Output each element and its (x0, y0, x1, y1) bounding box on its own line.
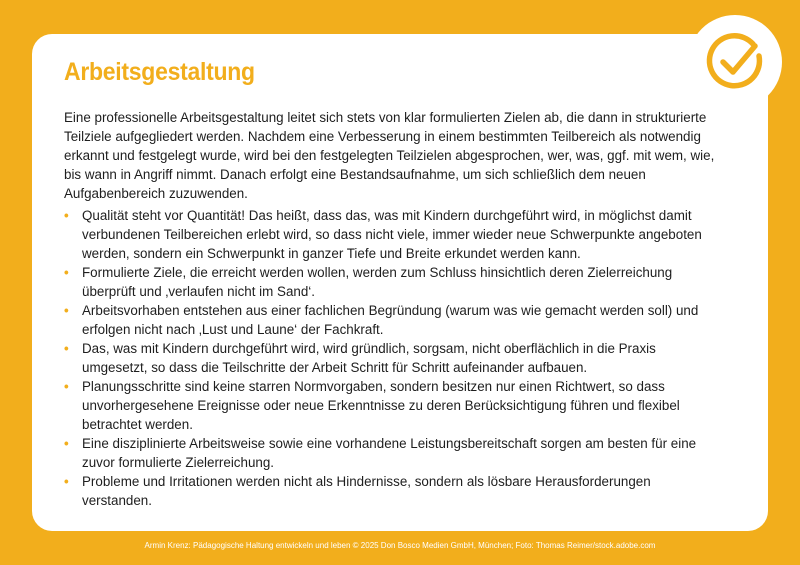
list-item-text: Planungsschritte sind keine starren Normvorgaben, sondern besitzen nur einen Richtwert, so dass unvorhergesehene Ereignisse oder neue Erkenntnisse zu deren Berücksichtigung führen und flexibel betrachtet werden. (82, 379, 680, 432)
bullet-dot: • (64, 265, 69, 280)
bullet-dot: • (64, 474, 69, 489)
list-item (64, 263, 724, 301)
footer-credit: Armin Krenz: Pädagogische Haltung entwickeln und leben © 2025 Don Bosco Medien GmbH, München; Foto: Thomas Reimer/stock.adobe.com (144, 541, 656, 550)
bullet-dot: • (64, 436, 69, 451)
list-item (64, 339, 724, 377)
bullet-dot: • (64, 303, 69, 318)
list-item (64, 301, 724, 339)
list-item (64, 377, 724, 434)
check-badge (688, 15, 782, 109)
list-item (64, 472, 724, 510)
bullet-list (64, 206, 724, 510)
list-item-text: Arbeitsvorhaben entstehen aus einer fachlichen Begründung (warum was wie gemacht werden soll) und erfolgen nicht nach ‚Lust und Laune‘ der Fachkraft. (82, 303, 699, 337)
list-item-text: Probleme und Irritationen werden nicht als Hindernisse, sondern als lösbare Herausforderungen verstanden. (82, 474, 651, 508)
bullet-dot: • (64, 208, 69, 223)
bullet-dot: • (64, 379, 69, 394)
bullet-dot: • (64, 341, 69, 356)
intro-paragraph: Eine professionelle Arbeitsgestaltung leitet sich stets von klar formulierten Zielen ab, die dann in strukturierte Teilziele aufgegliedert werden. Nachdem eine Verbesserung in einem bestimmten Teilbereich als notwendig erkannt und festgelegt wurde, wird bei den festgelegten Teilzielen abgesprochen, wer, was, ggf. mit wem, wie, bis wann in Angriff nimmt. Danach erfolgt eine Bestandsaufnahme, um sich schließlich dem neuen Aufgabenbereich zuzuwenden. (64, 110, 715, 201)
check-circle-icon (703, 30, 767, 94)
page-title: Arbeitsgestaltung (64, 58, 255, 86)
list-item-text: Das, was mit Kindern durchgeführt wird, wird gründlich, sorgsam, nicht oberflächlich in die Praxis umgesetzt, so dass die Teilschritte der Arbeit Schritt für Schritt aufeinander aufbauen. (82, 341, 656, 375)
list-item (64, 206, 724, 263)
list-item (64, 434, 724, 472)
list-item-text: Eine disziplinierte Arbeitsweise sowie eine vorhandene Leistungsbereitschaft sorgen am besten für eine zuvor formulierte Zielerreichung. (82, 436, 697, 470)
list-item-text: Qualität steht vor Quantität! Das heißt, dass das, was mit Kindern durchgeführt wird, in möglichst damit verbundenen Teilbereichen erlebt wird, so dass nicht viele, immer wieder neue Schwerpunkte angeboten werden, sondern ein Schwerpunkt in ganzer Tiefe und Breite erkundet werden kann. (82, 208, 702, 261)
list-item-text: Formulierte Ziele, die erreicht werden wollen, werden zum Schluss hinsichtlich deren Zielerreichung überprüft und ‚verlaufen nicht im Sand‘. (82, 265, 673, 299)
